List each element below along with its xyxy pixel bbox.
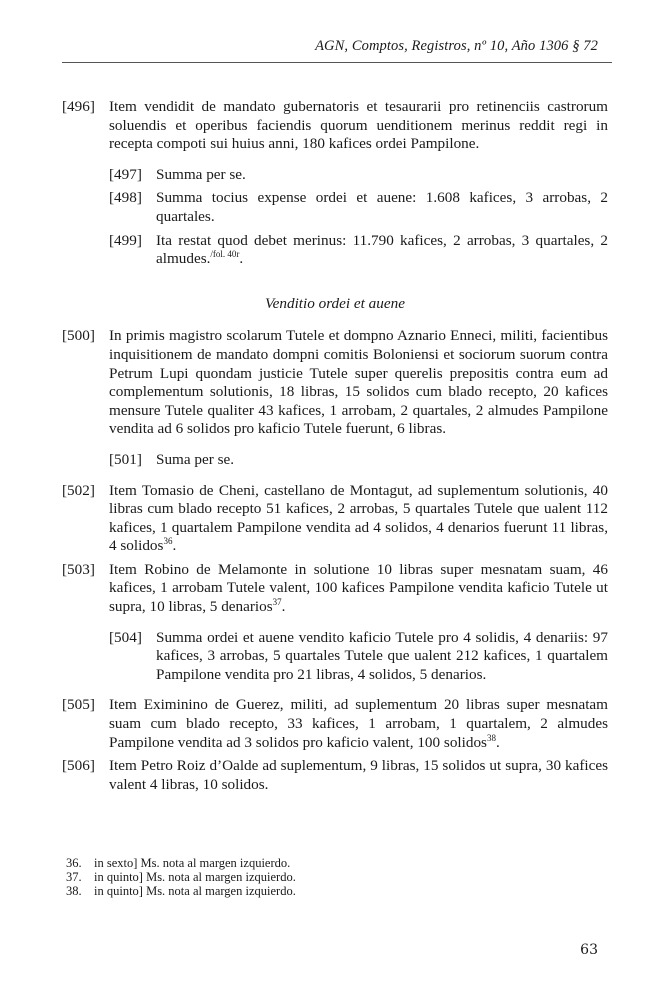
entry-number: [497]: [109, 165, 142, 183]
entry-text: Item vendidit de mandato gubernatoris et tesaurarii pro retinenciis castrorum soluendis et operibus faciendis quorum uenditionem merinus reddit regi in recepta compoti sui huius anni, 180 kafices ordei Pampilone.: [109, 98, 608, 153]
entry-number: [500]: [62, 327, 95, 345]
entry-number: [503]: [62, 560, 95, 578]
entry-496: [62, 98, 608, 154]
footnote-ref[interactable]: 38: [486, 732, 496, 743]
header-rule: [62, 62, 612, 63]
entry-tail: .: [172, 537, 177, 555]
footnote: [66, 870, 296, 884]
entry-text: Suma per se.: [156, 450, 235, 468]
entry-number: [504]: [109, 628, 142, 646]
entry-500: [62, 327, 608, 439]
footnote-number: 38.: [66, 884, 82, 899]
footnote: [66, 884, 296, 898]
running-head: AGN, Comptos, Registros, nº 10, Año 1306 § 72: [315, 38, 598, 54]
entry-504: [109, 629, 608, 685]
entry-number: [499]: [109, 231, 142, 249]
entry-497: [109, 166, 608, 185]
footnotes: [66, 856, 296, 899]
entry-text: Item Petro Roiz d’Oalde ad suplementum, 9 libras, 15 solidos ut supra, 30 kafices valent 4 libras, 10 solidos.: [109, 757, 608, 793]
body-text: [62, 98, 608, 799]
entry-499: [109, 232, 608, 269]
entry-number: [498]: [109, 189, 142, 207]
footnote-number: 37.: [66, 870, 82, 885]
entry-502: [62, 482, 608, 556]
entry-text: Summa ordei et auene vendito kaficio Tutele pro 4 solidis, 4 denariis: 97 kafices, 3 arrobas, 5 quartales Tutele que ualent 212 kafices, 1 quartalem Pampilone vendita pro 21 libras, 4 solidos, 5 denarios.: [156, 628, 608, 683]
entry-498: [109, 189, 608, 226]
entry-text: Item Robino de Melamonte in solutione 10 libras super mesnatam suam, 46 kafices, 1 arrobam Tutele valent, 100 kafices Pampilone vendita kaficio Tutele ut supra, 10 libras, 5 denarios: [109, 560, 608, 616]
entry-501: [109, 451, 608, 470]
footnote-text: in quinto] Ms. nota al margen izquierdo.: [94, 870, 296, 885]
entry-503: [62, 561, 608, 617]
section-title: Venditio ordei et auene: [265, 294, 405, 312]
entry-505: [62, 696, 608, 752]
folio-marker: /fol. 40r: [210, 249, 240, 260]
entry-text: Item Tomasio de Cheni, castellano de Montagut, ad suplementum solutionis, 40 libras cum blado recepto 51 kafices, 2 arrobas, 5 quartales Tutele que ualent 112 kafices, 1 quartalem Pampilone vendita ad 4 solidos, 4 denarios fuerunt 11 libras, 4 solidos: [109, 481, 608, 555]
footnote-ref[interactable]: 36: [163, 536, 173, 547]
entry-tail: .: [239, 250, 244, 268]
entry-number: [506]: [62, 757, 95, 775]
entry-number: [501]: [109, 450, 142, 468]
entry-text: In primis magistro scolarum Tutele et dompno Aznario Enneci, militi, facientibus inquisitionem de mandato dompni comitis Boloniensi et sociorum suorum contra Petrum Lupi quondam justicie Tutele super querelis prepositis contra eum ad complementum solutionis, 18 libras, 15 solidos cum blado recepto, 20 kafices mensure Tutele qualiter 43 kafices, 1 arrobam, 2 quartales, 2 almudes Pampilone vendita ad 6 solidos pro kaficio Tutele fuerunt, 6 libras.: [109, 327, 608, 438]
entry-text: Ita restat quod debet merinus: 11.790 kafices, 2 arrobas, 3 quartales, 2 almudes.: [156, 231, 608, 268]
entry-506: [62, 757, 608, 794]
entry-text: Item Eximinino de Guerez, militi, ad suplementum 20 libras super mesnatam suam cum blado recepto, 33 kafices, 1 arrobam, 1 quartalem, 2 almudes Pampilone vendita ad 3 solidos pro kaficio valent, 100 solidos: [109, 696, 608, 751]
entry-tail: .: [495, 733, 500, 751]
footnote: [66, 856, 296, 870]
footnote-text: in sexto] Ms. nota al margen izquierdo.: [94, 856, 291, 870]
entry-number: [505]: [62, 696, 95, 714]
footnote-number: 36.: [66, 856, 82, 870]
page-number: 63: [580, 942, 598, 958]
footnote-text: in quinto] Ms. nota al margen izquierdo.: [94, 884, 296, 899]
entry-number: [502]: [62, 481, 95, 499]
footnote-ref[interactable]: 37: [272, 597, 282, 608]
entry-text: Summa per se.: [156, 165, 246, 183]
entry-text: Summa tocius expense ordei et auene: 1.608 kafices, 3 arrobas, 2 quartales.: [156, 189, 608, 225]
entry-tail: .: [281, 598, 286, 616]
entry-number: [496]: [62, 98, 95, 115]
